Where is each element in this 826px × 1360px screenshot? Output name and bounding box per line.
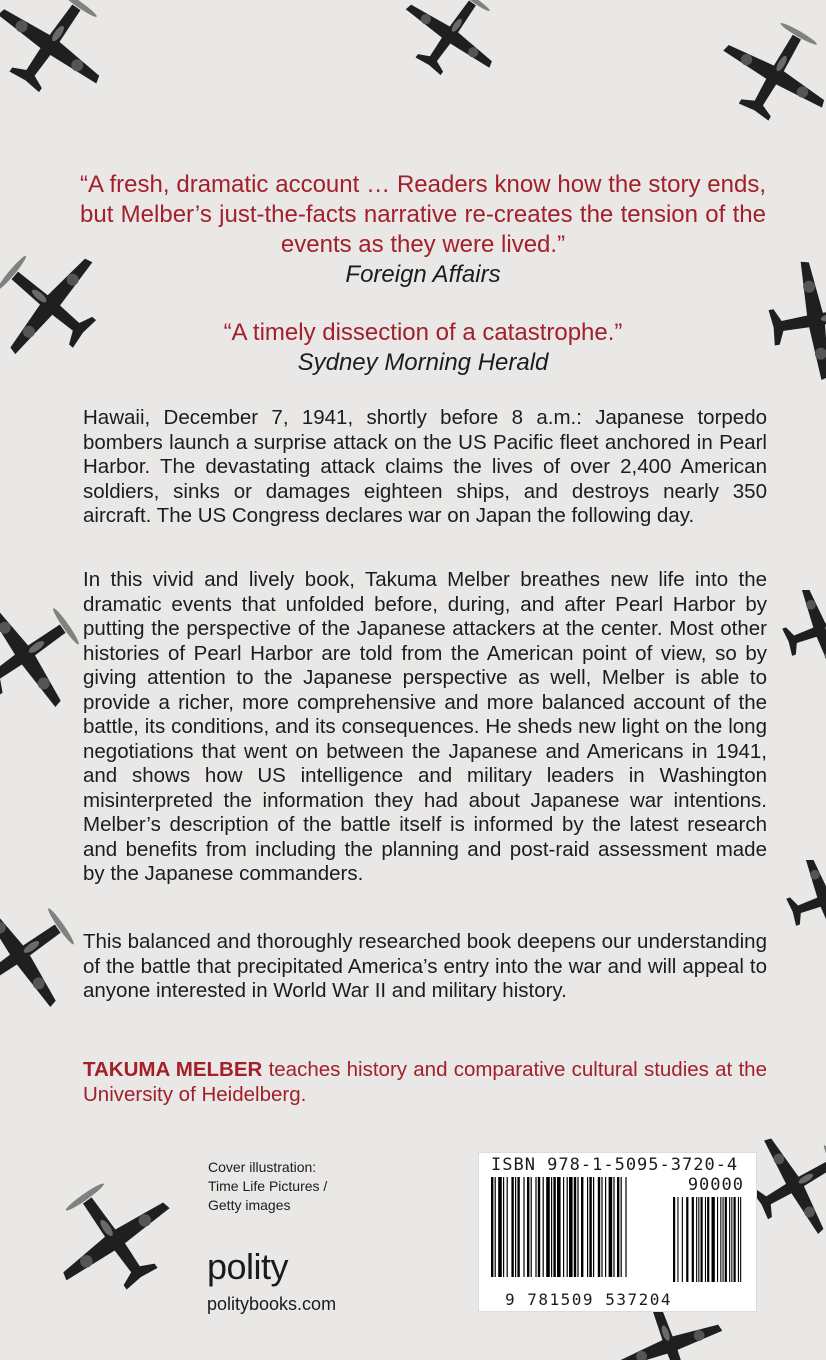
barcode-bar bbox=[557, 1177, 561, 1277]
barcode-addon-bar bbox=[720, 1197, 721, 1282]
barcode-bar bbox=[531, 1177, 532, 1277]
description-paragraph: In this vivid and lively book, Takuma Melber breathes new life into the dramatic events that unfolded before, during, and after Pearl Harbor by putting the perspective of the Japanese attackers at the center. Most other histories of Pearl Harbor are told from the American point of view, so by giving attention to the Japanese perspective as well, Melber is able to provide a richer, more comprehensive and more balanced account of the battle, its conditions, and its consequences. He sheds new light on the long negotiations that went on between the Japanese and Americans in 1941, and shows how US intelligence and military leaders in Washington misinterpreted the information they had about Japanese war intentions. Melber’s description of the battle itself is informed by the latest research and benefits from including the planning and post-raid assessment made by the Japanese commanders. bbox=[83, 568, 767, 885]
barcode-bar bbox=[593, 1177, 594, 1277]
barcode-bar bbox=[546, 1177, 550, 1277]
author-bio bbox=[83, 1058, 767, 1107]
ean-digits: 9 781509 537204 bbox=[505, 1290, 672, 1309]
barcode-addon-bar bbox=[738, 1197, 739, 1282]
plane-silhouette-icon bbox=[0, 0, 120, 110]
review-quote-smh bbox=[80, 318, 766, 378]
barcode-bar bbox=[569, 1177, 573, 1277]
barcode-bar bbox=[498, 1177, 502, 1277]
barcode-bar bbox=[574, 1177, 576, 1277]
barcode-bar bbox=[598, 1177, 600, 1277]
barcode-bar bbox=[507, 1177, 508, 1277]
barcode-addon-bar bbox=[677, 1197, 678, 1282]
barcode-bar bbox=[527, 1177, 529, 1277]
barcode-bar bbox=[589, 1177, 591, 1277]
publisher-logo: polity bbox=[207, 1246, 289, 1287]
plane-silhouette-icon bbox=[30, 1175, 200, 1305]
plane-silhouette-icon bbox=[0, 600, 80, 720]
barcode-addon-bar bbox=[705, 1197, 706, 1282]
barcode-addon-bar bbox=[731, 1197, 732, 1282]
barcode-bar bbox=[535, 1177, 536, 1277]
barcode-bar bbox=[511, 1177, 513, 1277]
barcode-bar bbox=[563, 1177, 564, 1277]
quote-text: “A fresh, dramatic account … Readers know how the story ends, but Melber’s just-the-facts narrative re-creates the tension of the events as they were lived.” bbox=[80, 171, 766, 258]
credit-line: Time Life Pictures / bbox=[208, 1178, 328, 1194]
barcode-bar bbox=[617, 1177, 619, 1277]
barcode-addon-bar bbox=[696, 1197, 697, 1282]
barcode-bar bbox=[538, 1177, 540, 1277]
barcode-bar bbox=[625, 1177, 626, 1277]
barcode-addon-bar bbox=[673, 1197, 675, 1282]
description-paragraph: This balanced and thoroughly researched book deepens our understanding of the battle that precipitated America’s entry into the war and will appeal to anyone interested in World War II and military history. bbox=[83, 930, 767, 1002]
author-name: TAKUMA MELBER bbox=[83, 1058, 263, 1081]
barcode-bar bbox=[491, 1177, 493, 1277]
plane-silhouette-icon bbox=[780, 860, 826, 940]
barcode-addon-bar bbox=[686, 1197, 688, 1282]
barcode-bar bbox=[577, 1177, 578, 1277]
barcode-addon-bar bbox=[692, 1197, 694, 1282]
barcode-bar bbox=[523, 1177, 524, 1277]
publisher-website: politybooks.com bbox=[207, 1294, 337, 1314]
barcode-bar bbox=[587, 1177, 588, 1277]
plane-silhouette-icon bbox=[700, 20, 826, 130]
description-paragraph: Hawaii, December 7, 1941, shortly before 8 a.m.: Japanese torpedo bombers launch a surprise attack on the US Pacific fleet anchored in Pearl Harbor. The devastating attack claims the lives of over 2,400 American soldiers, sinks or damages eighteen ships, and destroys nearly 350 aircraft. The US Congress declares war on Japan the following day. bbox=[83, 406, 767, 527]
cover-credit bbox=[208, 1158, 327, 1215]
author-bio-text: teaches history and comparative cultural studies at the University of Heidelberg. bbox=[83, 1058, 767, 1106]
barcode-addon-bar bbox=[740, 1197, 741, 1282]
credit-line: Getty images bbox=[208, 1197, 291, 1213]
barcode-addon-bar bbox=[723, 1197, 724, 1282]
price-addon: 90000 bbox=[687, 1175, 744, 1195]
barcode-bar bbox=[609, 1177, 613, 1277]
barcode-bar bbox=[495, 1177, 496, 1277]
plane-silhouette-icon bbox=[0, 900, 80, 1010]
barcode-addon-bar bbox=[682, 1197, 683, 1282]
plane-silhouette-icon bbox=[395, 0, 505, 80]
barcode-bar bbox=[613, 1177, 614, 1277]
credit-line: Cover illustration: bbox=[208, 1159, 317, 1175]
barcode-bar bbox=[621, 1177, 622, 1277]
barcode-bar bbox=[605, 1177, 606, 1277]
review-quote-foreign-affairs bbox=[80, 170, 766, 290]
plane-silhouette-icon bbox=[776, 590, 826, 670]
barcode-addon-bar bbox=[734, 1197, 736, 1282]
isbn-label: ISBN 978-1-5095-3720-4 bbox=[491, 1155, 739, 1175]
barcode-addon-bar bbox=[707, 1197, 709, 1282]
barcode-addon-bar bbox=[698, 1197, 699, 1282]
barcode-addon-bar bbox=[717, 1197, 718, 1282]
barcode-bar bbox=[503, 1177, 504, 1277]
barcode-bar bbox=[543, 1177, 544, 1277]
quote-source: Sydney Morning Herald bbox=[297, 349, 549, 376]
barcode-bar bbox=[553, 1177, 555, 1277]
barcode-bar bbox=[567, 1177, 568, 1277]
barcode-addon-bar bbox=[712, 1197, 715, 1282]
barcode-bar bbox=[517, 1177, 519, 1277]
barcode-bar bbox=[601, 1177, 602, 1277]
quote-source: Foreign Affairs bbox=[345, 261, 501, 288]
barcode-addon-bar bbox=[725, 1197, 727, 1282]
barcode-bar bbox=[551, 1177, 552, 1277]
plane-silhouette-icon bbox=[756, 245, 826, 405]
barcode-bar bbox=[581, 1177, 583, 1277]
barcode-bar bbox=[515, 1177, 516, 1277]
barcode-addon-bar bbox=[729, 1197, 730, 1282]
quote-text: “A timely dissection of a catastrophe.” bbox=[223, 319, 623, 346]
isbn-barcode bbox=[478, 1152, 757, 1312]
barcode-addon-bar bbox=[701, 1197, 703, 1282]
barcode-bars-icon bbox=[491, 1177, 744, 1287]
